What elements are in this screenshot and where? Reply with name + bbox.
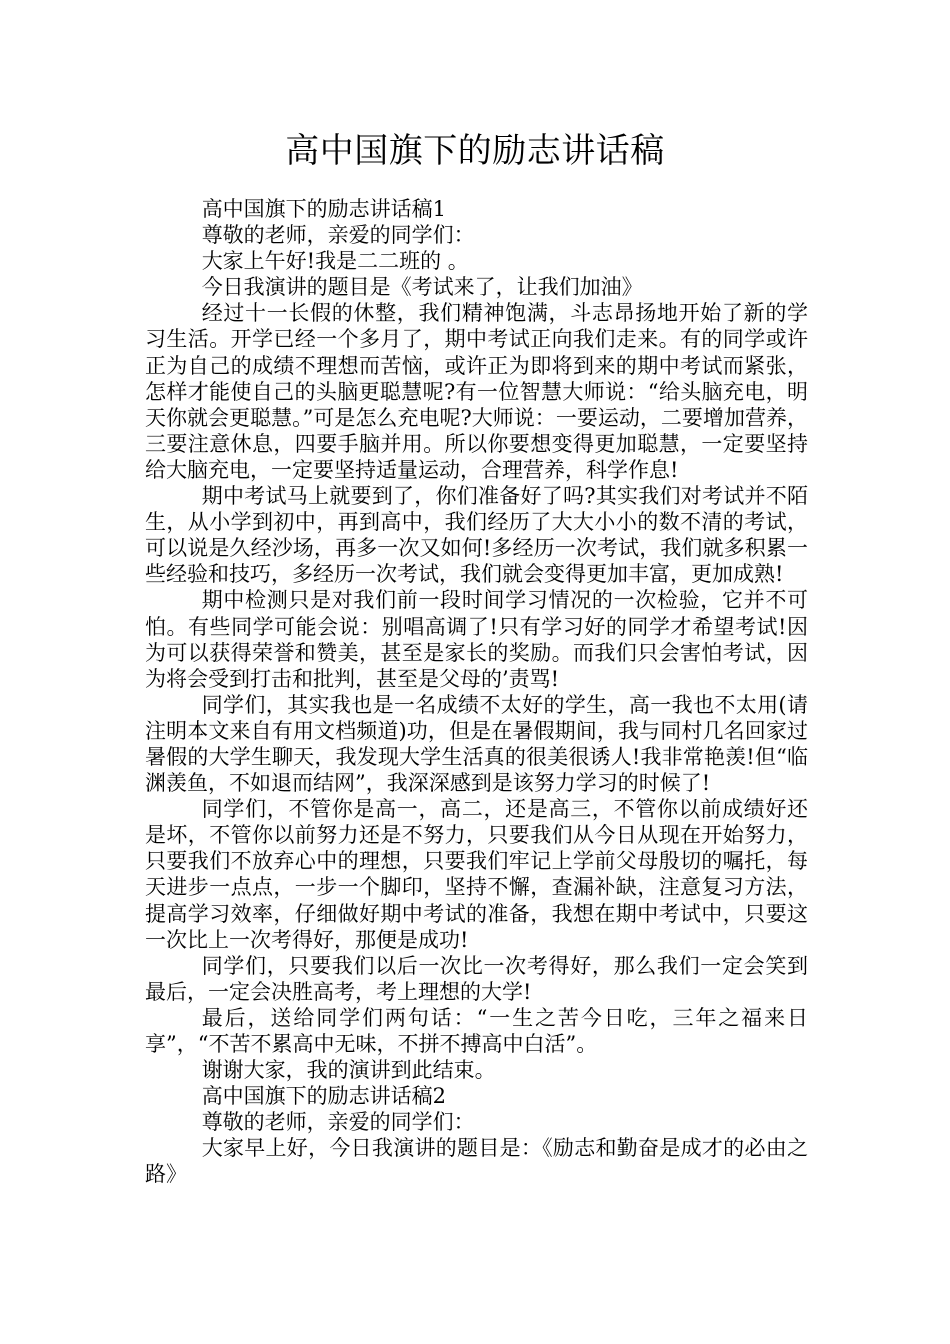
speech-topic: 今日我演讲的题目是《考试来了，让我们加油》 — [201, 275, 643, 300]
body-paragraph: 大家早上好，今日我演讲的题目是：《励志和勤奋是成才的必由之路》 — [145, 1136, 808, 1187]
salutation: 尊敬的老师，亲爱的同学们： — [201, 223, 475, 248]
body-paragraph: 最后，送给同学们两句话：“一生之苦今日吃，三年之福来日享”，“不苦不累高中无味，不拼不搏高中白活”。 — [145, 1005, 808, 1056]
salutation: 尊敬的老师，亲爱的同学们： — [201, 1110, 475, 1135]
document-body — [145, 196, 808, 1188]
body-paragraph: 同学们，其实我也是一名成绩不太好的学生，高一我也不太用(请注明本文来自有用文档频道)功，但是在暑假期间，我与同村几名回家过暑假的大学生聊天，我发现大学生活真的很美很诱人!我非常艳羡!但“临渊羡鱼，不如退而结网”，我深深感到是该努力学习的时候了! — [145, 692, 808, 796]
body-paragraph: 期中检测只是对我们前一段时间学习情况的一次检验，它并不可怕。有些同学可能会说：别唱高调了!只有学习好的同学才希望考试!因为可以获得荣誉和赞美，甚至是家长的奖励。而我们只会害怕考试，因为将会受到打击和批判，甚至是父母的’责骂! — [145, 588, 808, 691]
section-heading-1: 高中国旗下的励志讲话稿1 — [201, 197, 447, 221]
closing-line: 谢谢大家，我的演讲到此结束。 — [201, 1058, 496, 1083]
section-heading-2: 高中国旗下的励志讲话稿2 — [201, 1084, 447, 1109]
body-paragraph: 经过十一长假的休整，我们精神饱满，斗志昂扬地开始了新的学习生活。开学已经一个多月了，期中考试正向我们走来。有的同学或许正为自己的成绩不理想而苦恼，或许正为即将到来的期中考试而紧张，怎样才能使自己的头脑更聪慧呢?有一位智慧大师说：“给头脑充电，明天你就会更聪慧。”可是怎么充电呢?大师说：一要运动，二要增加营养，三要注意休息，四要手脑并用。所以你要想变得更加聪慧，一定要坚持给大脑充电，一定要坚持适量运动，合理营养，科学作息! — [145, 301, 808, 482]
document-title: 高中国旗下的励志讲话稿 — [285, 131, 665, 171]
body-paragraph: 期中考试马上就要到了，你们准备好了吗?其实我们对考试并不陌生，从小学到初中，再到高中，我们经历了大大小小的数不清的考试，可以说是久经沙场，再多一次又如何!多经历一次考试，我们就多积累一些经验和技巧，多经历一次考试，我们就会变得更加丰富，更加成熟! — [145, 484, 808, 587]
body-paragraph: 同学们，只要我们以后一次比一次考得好，那么我们一定会笑到最后，一定会决胜高考，考上理想的大学! — [145, 953, 808, 1004]
greeting: 大家上午好!我是二二班的 。 — [201, 249, 469, 274]
body-paragraph: 同学们，不管你是高一，高二，还是高三，不管你以前成绩好还是坏，不管你以前努力还是不努力，只要我们从今日从现在开始努力，只要我们不放弃心中的理想，只要我们牢记上学前父母殷切的嘱托，每天进步一点点，一步一个脚印，坚持不懈，查漏补缺，注意复习方法，提高学习效率，仔细做好期中考试的准备，我想在期中考试中，只要这一次比上一次考得好，那便是成功! — [145, 797, 808, 952]
